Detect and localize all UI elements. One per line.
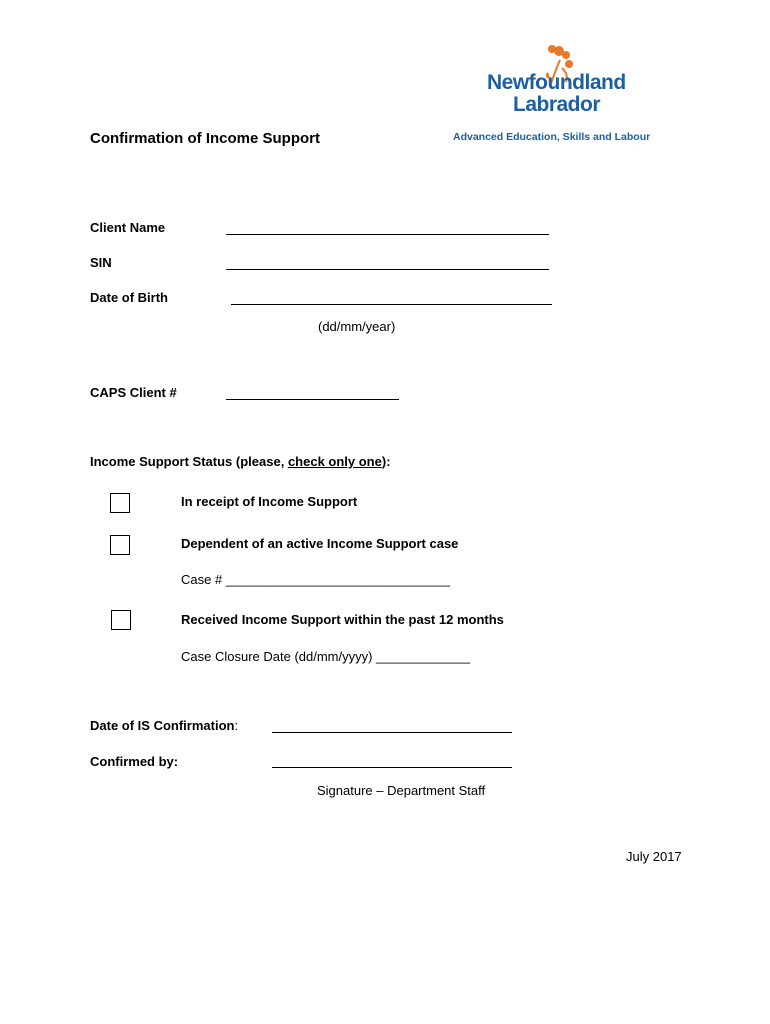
confirmed-by-label: Confirmed by: [90, 754, 179, 769]
client-name-field[interactable] [226, 234, 549, 235]
status-heading-emphasis: check only one [287, 454, 382, 469]
caps-client-label: CAPS Client # [90, 385, 177, 400]
dob-field[interactable] [231, 304, 552, 305]
status-heading-suffix: ): [381, 454, 391, 469]
sin-label: SIN [90, 255, 112, 270]
case-closure-date-field[interactable]: Case Closure Date (dd/mm/yyyy) _____________ [181, 649, 471, 664]
signature-caption: Signature – Department Staff [317, 783, 486, 798]
option-in-receipt-label: In receipt of Income Support [181, 494, 358, 509]
page-title: Confirmation of Income Support [90, 130, 320, 147]
department-name: Advanced Education, Skills and Labour [453, 131, 651, 143]
is-confirmation-label [90, 718, 238, 734]
caps-client-field[interactable] [226, 399, 399, 400]
form-date: July 2017 [626, 849, 682, 864]
is-confirmation-colon: : [234, 718, 239, 733]
dob-format-hint: (dd/mm/year) [318, 319, 396, 334]
is-confirmation-field[interactable] [272, 732, 512, 733]
sin-field[interactable] [226, 269, 549, 270]
client-name-label: Client Name [90, 220, 166, 235]
is-confirmation-text: Date of IS Confirmation [90, 718, 235, 733]
confirmed-by-field[interactable] [272, 767, 512, 768]
status-heading [90, 454, 391, 470]
option-dependent-label: Dependent of an active Income Support case [181, 536, 459, 551]
option-past-12-months-label: Received Income Support within the past 12 months [181, 612, 504, 627]
case-number-field[interactable]: Case # _______________________________ [181, 572, 450, 587]
checkbox-in-receipt[interactable] [110, 493, 130, 513]
logo-line-2: Labrador [513, 93, 601, 116]
checkbox-dependent[interactable] [110, 535, 130, 555]
status-heading-prefix: Income Support Status (please, [90, 454, 288, 469]
checkbox-past-12-months[interactable] [111, 610, 131, 630]
dob-label: Date of Birth [90, 290, 168, 305]
logo-line-1: Newfoundland [487, 71, 626, 94]
